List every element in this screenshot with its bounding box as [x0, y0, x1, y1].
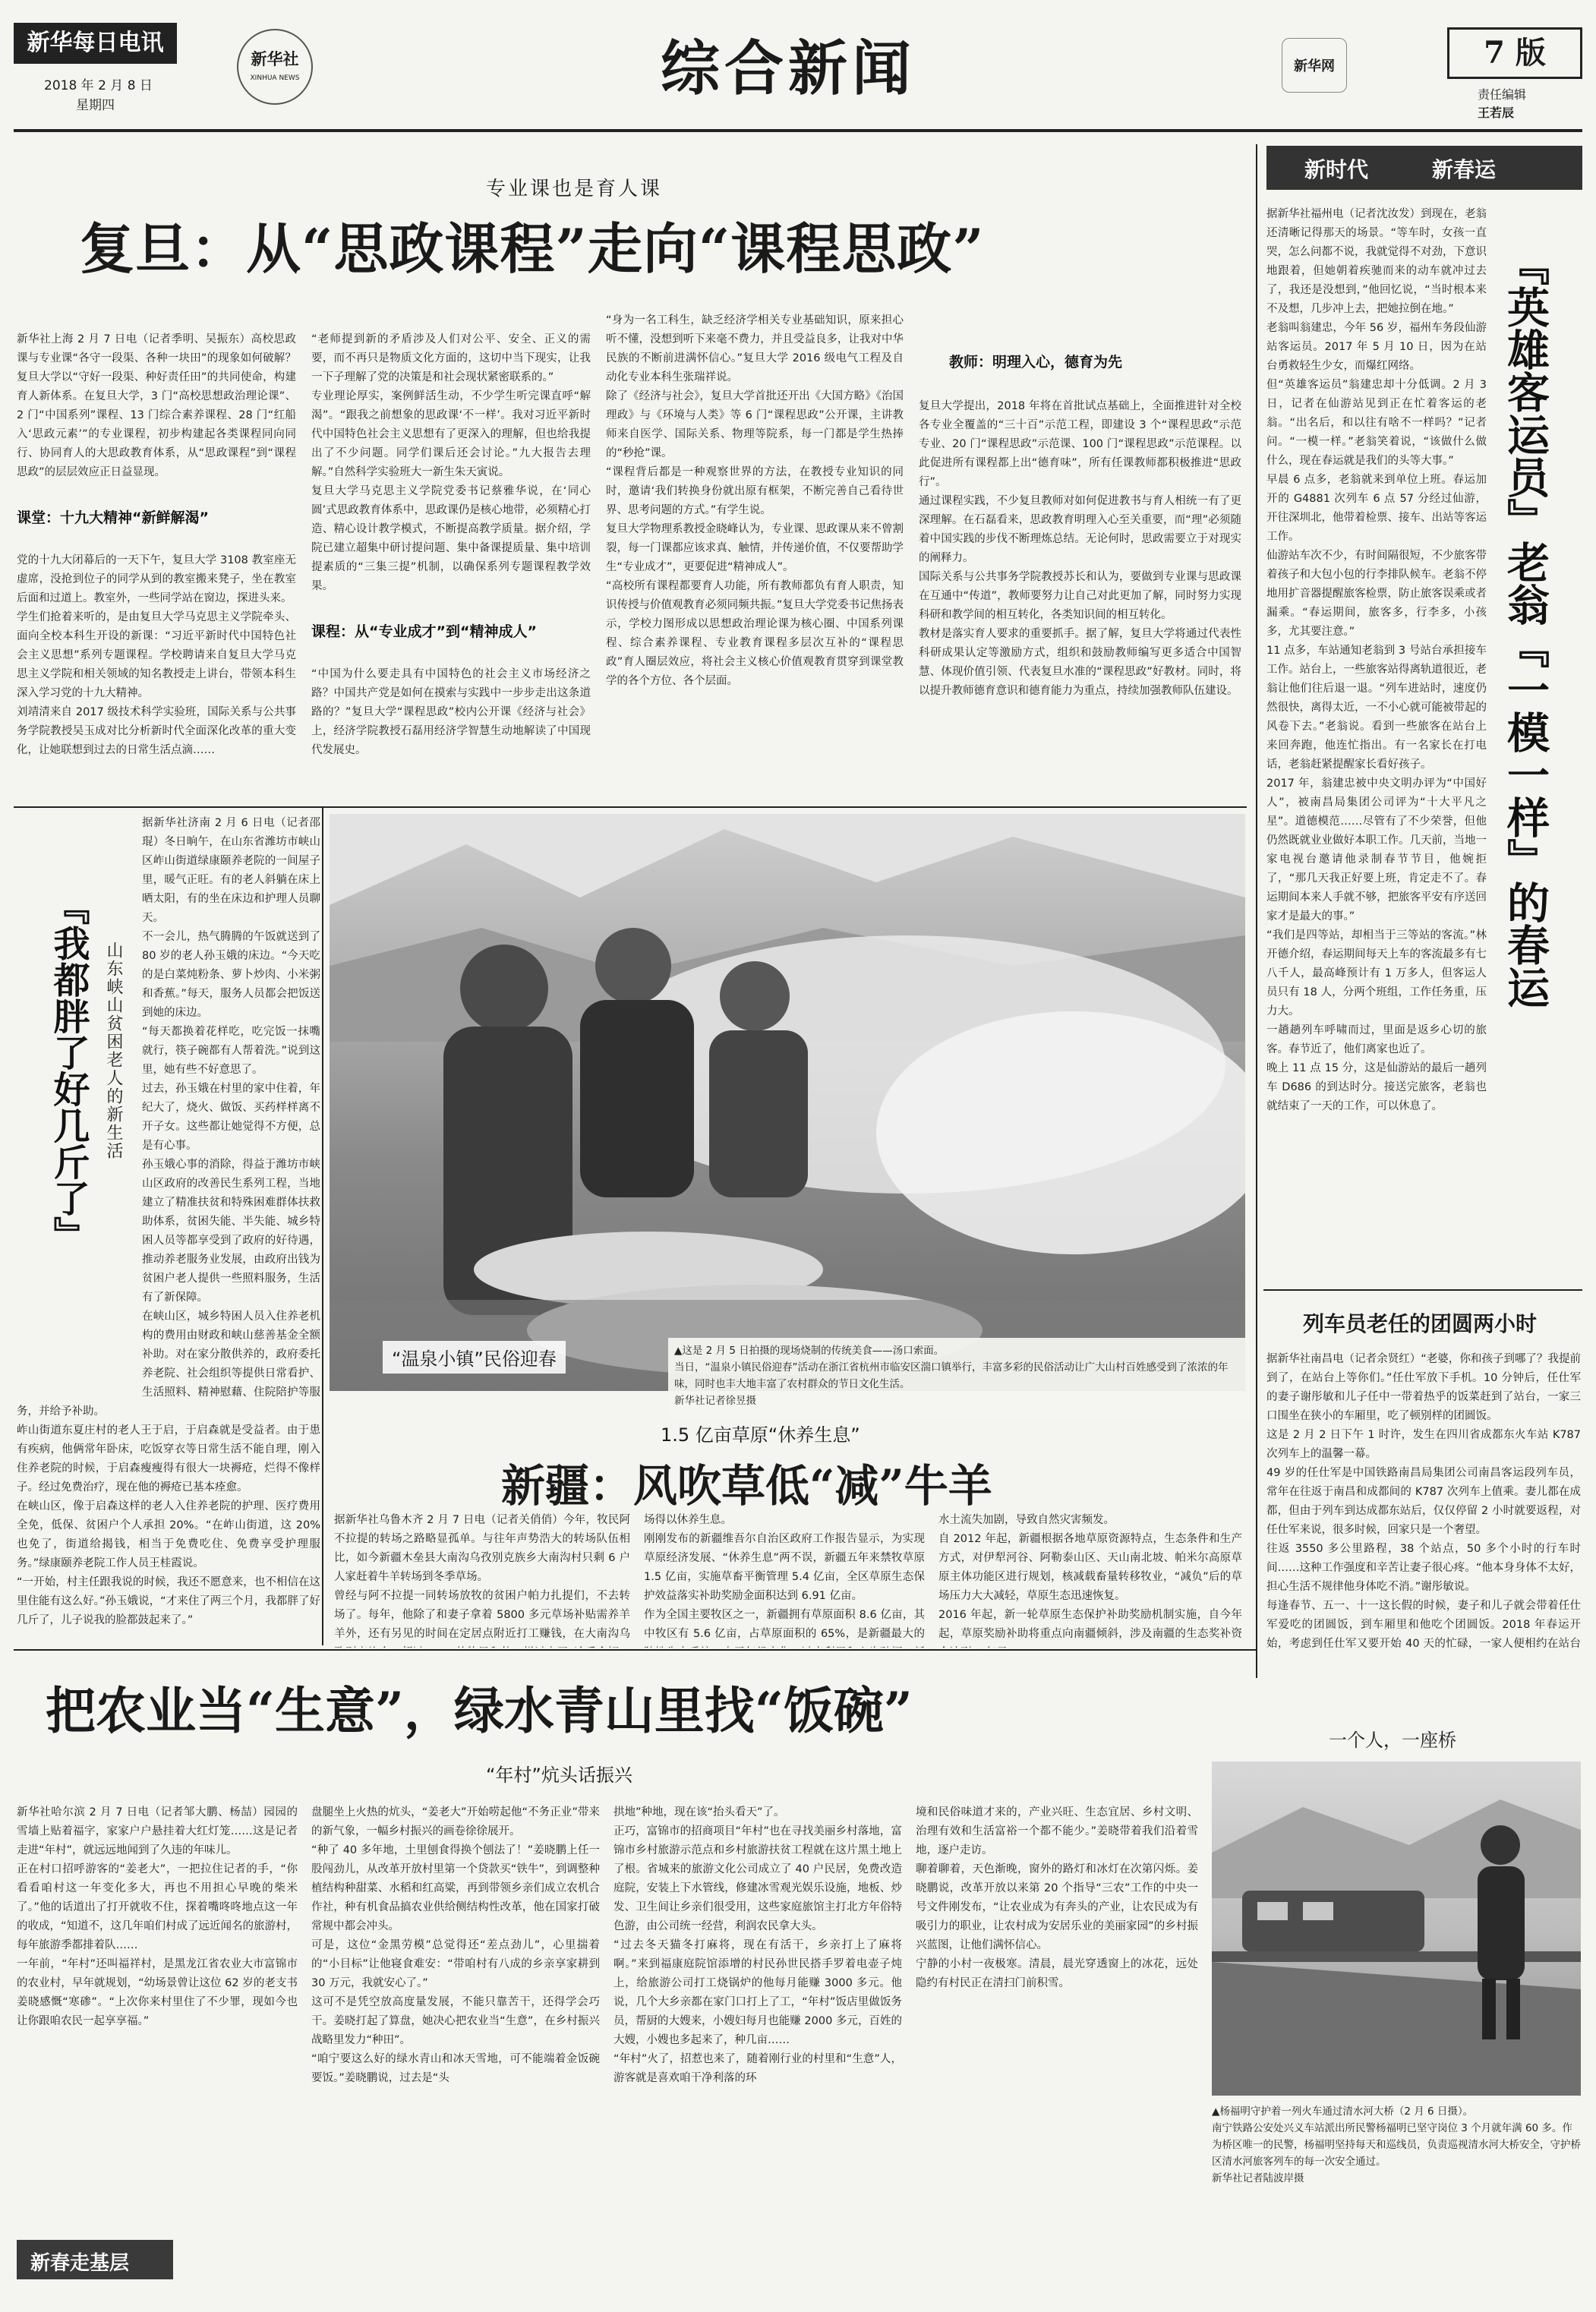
- photo-bridge-illustration: [1212, 1762, 1581, 2096]
- section-title: 综合新闻: [661, 34, 916, 103]
- article6-kicker: “年村”炕头话振兴: [486, 1765, 632, 1786]
- editor-name: 王若辰: [1478, 106, 1515, 120]
- paper-name: 新华每日电讯: [27, 30, 164, 56]
- article1-subhead-1: 课堂：十九大精神“新鲜解渴”: [17, 509, 209, 526]
- photo-hot-spring-festival: [330, 814, 1245, 1391]
- photo1-label-box: [383, 1341, 566, 1374]
- xinhua-logo-text: 新华社: [251, 50, 299, 68]
- article1-col1: [17, 311, 296, 805]
- article1-bottom-rule: [14, 806, 1247, 808]
- photo1-caption: ▲这是 2 月 5 日拍摄的现场烧制的传统美食——汤口索面。 当日，“温泉小镇民俗迎春”活动在浙江省杭州市临安区湍口镇举行，丰富多彩的民俗活动让广大山村百姓感受到了浓浓的年味，同时也丰大地丰富了农村群众的节日文化生活。 新华社记者徐昱摄: [668, 1338, 1254, 1420]
- issue-weekday: 星期四: [76, 98, 115, 113]
- new-spring-label: 新春走基层: [30, 2252, 130, 2275]
- article6-col1: 新华社哈尔滨 2 月 7 日电（记者邹大鹏、杨喆）园园的雪墙上贴着福字，家家户户悬挂着大红灯笼……这是记者走进“年村”，就远远地闻到了久违的年味儿。 正在村口招呼游客的“姜老大”，一把拉住记者的手，“你看看咱村这一年变化多大，再也不用担心早晚的柴米了。”他的话道出了打开就收不住，探着嘴咚咚地点这一年的收成，“知道不，这几年咱们村成了远近闻名的旅游村，每年旅游季都排着队…… 一年前，“年村”还叫福祥村，是黑龙江省农业大市富锦市的农业村，早年就规划，“幼场景曾让这位 62 岁的老支书姜晓感慨“寒碜”。“上次你来村里住了不少罪，现如今也让你跟咱农民一起享享福。”: [17, 1806, 298, 2027]
- article5-body: 据新华社南昌电（记者余贤红）“老婆，你和孩子到哪了？我提前到了，在站台上等你们。”任仕军放下手机。10 分钟后，任仕军的妻子谢彤敏和儿子任中一带着热乎的饭菜赶到了站台，一家三口围坐在狭小的车厢里，吃了顿别样的团圆饭。 这是 2 月 2 日下午 1 时许，发生在四川省成都东火车站 K787 次列车上的温馨一幕。 49 岁的任仕军是中国铁路南昌局集团公司南昌客运段列车员，常年在往返于南昌和成都间的 K787 次列车上值乘。妻儿都在成都，但由于列车到达成都东站后，仅仅停留 2 小时就要返程，对任仕军来说，很多时候，回家只是一个奢望。 往返 3550 多公里路程，38 个站点，50 多个小时的行车时间……这种工作强度和辛苦让妻子很心疼。“他本身身体不太好，担心生活不规律他身体吃不消。”谢彤敏说。 每逢春节、五一、十一这长假的时候，妻子和儿子就会带着任仕军爱吃的团圆饭，到车厢里和他吃个团圆饭。2018 年春运开始，考虑到任仕军又要开始 40 天的忙碌，一家人便相约在站台: [1266, 1353, 1581, 1650]
- news-logo: [1282, 38, 1347, 93]
- page-number-box: [1447, 27, 1582, 79]
- photo-bridge-guard: [1212, 1762, 1581, 2096]
- banner-right: 新春运: [1432, 157, 1497, 182]
- article4-bottom-rule: [1263, 1289, 1582, 1291]
- right-column-rule: [1256, 144, 1257, 1678]
- article3-col1: 据新华社乌鲁木齐 2 月 7 日电（记者关俏俏）今年，牧民阿不拉提的转场之路略显孤单。与往年声势浩大的转场队伍相比，如今新疆木垒县大南沟乌孜别克族乡大南沟村只剩 6 户人家赶着牛羊转场到冬季草场。 曾经与阿不拉提一同转场放牧的贫困户帕力扎提们，不去转场了。每年，他除了和妻子拿着 5800 多元草场补贴需养羊羊外，还有另见的时间在定居点附近打工赚钱，在大南沟乌: [334, 1514, 630, 1640]
- masthead-rule: [14, 129, 1582, 132]
- article3-col2: 场得以休养生息。 刚刚发布的新疆维吾尔自治区政府工作报告显示，为实现草原经济发展、“休养生息”两不误，新疆五年来禁牧草原 1.5 亿亩，实施草畜平衡管理 5.4 亿亩，全区草原生态保护效益落实补助奖励金面积达到 6.91 亿亩。 作为全国主要牧区之一，新疆拥有草原面积 8.6 亿亩，其中牧区有 5.6 亿亩，占草原面积的 65%，是新疆最大的: [644, 1514, 925, 1640]
- article6-col2: 盘腿坐上火热的炕头，“姜老大”开始唠起他“不务正业”带来的新气象，一幅乡村振兴的画卷徐徐展开。 “种了 40 多年地，土里刨食得换个刨法了！”姜晓鹏上任一股闯劲儿，从改革开放村里第一个贷款买“铁牛”，到调整种植结构种甜菜、水稻和红高粱，再到带领乡亲们成立农机合作社，种有机食品搞农业供给侧结构性改革，他在国家打破常规中都会冲头。 可是，这位“金黑劳模”总觉得还“差点劲儿”，心里揣着的“小目标”让他寝食难安：“带咱村有八成的乡亲享家耕到 30 万元，我就安心了。” 这可不是凭空放高度量发展，不能只靠苦干，还得学会巧干。姜晓打起了算盘，她决心把农业当“生意”，在乡村振兴战略里发力“种田”。 “咱宁要这么好的绿水青山和冰天雪地，可不能端着金饭碗要饭。”姜晓鹏说，过去是“头: [311, 1806, 600, 2084]
- article1-col1-lead: 新华社上海 2 月 7 日电（记者季明、吴振东）高校思政课与专业课“各守一段渠、各种一块田”的现象如何破解？复旦大学以“守好一段渠、种好责任田”的共同使命，构建育人新体系。在复旦大学，3 门“高校思想政治理论课”、2 门“中国系列”课程、13 门综合素养课程、28 门“红船入‘思政元素’”的专业课程，初步构建起各类课程同向同行、协同育人的大思政教育体系，从“思政课程”到“课程思政”的层层效应正日益显现。: [17, 333, 296, 478]
- banner-left: 新时代: [1304, 157, 1369, 182]
- article1-kicker: 专业课也是育人课: [486, 178, 663, 200]
- article1-subhead-3: 教师：明理入心，德育为先: [949, 354, 1123, 371]
- article6-col4: 境和民俗味道才来的，产业兴旺、生态宜居、乡村文明、治理有效和生活富裕一个都不能少。”姜晓带着我们沿着雪地，逐户走访。 聊着聊着，天色渐晚，窗外的路灯和冰灯在次第闪烁。姜晓鹏说，改革开放以来第 20 个指导“三农”工作的中央一号文件刚发布，“让农业成为有奔头的产业，让农民成为有吸引力的职业，让农村成为安居乐业的美丽家园”的乡村振兴蓝图，让他们满怀信心。 宁静的小村一夜极寒。清晨，晨光穿透窗上的冰花，远处隐约有村民正在清扫门前积雪。: [916, 1806, 1198, 1989]
- banner: [1266, 146, 1582, 190]
- article1-col2-tail: “中国为什么要走具有中国特色的社会主义市场经济之路？中国共产党是如何在摸索与实践中一步步走出这条道路的？”复旦大学“课程思政”校内公开课《经济与社会》上，经济学院教授石磊用经济学智慧生动地解读了中国现代发展史。: [311, 668, 591, 756]
- article2-vertical-subtitle-display: 山东峡山贫困老人的新生活: [104, 942, 123, 1160]
- paper-name-box: [14, 23, 177, 64]
- article1-col1-body: 党的十九大闭幕后的一天下午，复旦大学 3108 教室座无虚席，没抢到位子的同学从到的教室搬来凳子，坐在教室后面和过道上。教室外，一些同学站在窗边，探进头来。 学生们抢着来听的，是由复旦大学马克思主义学院牵头、面向全校本科生开设的新课：“习近平新时代中国特色社会主义思想”系列专题课程。学校聘请来自复旦大学马克思主义学院和相关领域的知名教授走上讲台，带领本科生深入学习党的十九大精神。 刘靖清来自 2017 级技术科学实验班，国际关系与公共事务学院教授吴玉成对比分析新时代全面深化改革的重大变化，让她联想到过去的日常生活点滴……: [17, 554, 296, 756]
- new-spring-label-box: [17, 2240, 173, 2279]
- article4-vertical-title: 『英雄客运员』老翁『一模一样』的春运: [1500, 243, 1550, 1008]
- masthead: [0, 0, 1596, 144]
- article3-kicker: 1.5 亿亩草原“休养生息”: [661, 1424, 860, 1446]
- issue-date: 2018 年 2 月 8 日: [44, 78, 153, 93]
- editor-label: 责任编辑: [1478, 87, 1527, 102]
- article1-col2-body: “老师提到新的矛盾涉及人们对公平、安全、正义的需要，而不再只是物质文化方面的，这切中当下现实，让我一下子理解了党的决策是和社会现状紧密联系的。” 专业理论厚实，案例鲜活生动，不少学生听完课直呼“解渴”。“跟我之前想象的思政课‘不一样’。我对习近平新时代中国特色社会主义思想有了更深入的理解，但也给我提出了不少问题。同学们课后还会讨论。”九大报告去理解。”自然科学实验班大一新生朱天寅说。 复旦大学马克思主义学院党委书记蔡雅华说，在‘同心圆’式思政教育体系中，思政课仍是核心地带，必须精心打造、精心设计教学模式，不断提高教学质量。据介绍，学院已建立超集中研讨提问题、集中备课提质量、集中培训提素质的“三集三提”机制，以确保系列专题课程教学效果。: [311, 333, 591, 592]
- article6-col3: 拱地”种地，现在该“抬头看天”了。 正巧，富锦市的招商项目“年村”也在寻找美丽乡村落地，富锦市乡村旅游示范点和乡村旅游扶贫工程就在这片黑土地上了根。省城来的旅游文化公司成立了 40 户民居，免费改造庭院，安装上下水管线，修建冰雪观光娱乐设施，地板、炒发、卫生间让乡亲们很受用，这些家庭旅馆主打北方年俗特色游，由公司统一经营，利润农民拿大头。 “过去冬天猫冬打麻将，现在有活干，乡亲打上了麻将啊。”来到福康庭院馆添增的村民孙世民搭手罗着电壶子炖上，给旅游公司打工烧锅炉的他每月能赚 3000 多元。他说，几个大乡亲都在家门口打上了工，“年村”饭店里做饭务员，帮厨的大嫂来，小嫂妇每月也能赚 2000 多元，百姓的大嫂，小嫂也多起来了，种几亩…… “年村”火了，招惹也来了，随着刚行业的村里和“生意”人，游客就是喜欢咱干净利落的环: [613, 1806, 902, 2084]
- xinhua-logo-en: XINHUA NEWS: [250, 74, 300, 82]
- photo2-caption: ▲杨福明守护着一列火车通过清水河大桥（2 月 6 日摄）。 南宁铁路公安处兴义车站派出所民警杨福明已坚守岗位 3 个月就年满 60 多。作为桥区唯一的民警，杨福明坚持每天和巡线员，负责巡视清水河大桥安全，守护桥区清水河旅客列车的每一次安全通过。 新华社记者陆波岸摄: [1212, 2105, 1581, 2184]
- article1-col4-body: 复旦大学提出，2018 年将在首批试点基础上，全面推进针对全校各专业全覆盖的“三十百”示范工程，即建设 3 个“课程思政”示范专业、20 门“课程思政”示范课、100 门“课程思政”示范课程。以此促进所有课程都上出“德育味”，所有任课教师都积极推进“思政行”。 通过课程实践，不少复旦教师对如何促进教书与育人相统一有了更深理解。在石磊看来，思政教育明理入心至关重要，而“理”必须随着中国实践的步伐不断理炼总结。无论何时，思政需要立于对现实的阐释力。 国际关系与公共事务学院教授苏长和认为，要做到专业课与思政课在互通中“传道”，教师要努力让自己对此更加了解，同时努力实现科研和教学间的相互转化，各类知识间的相互转化。 教材是落实育人要求的重要抓手。据了解，复旦大学将通过代表性科研成果认定等激励方式，组织和鼓励教师编写更多适合中国智慧、体现价值引领、代表复旦水准的“课程思政”好教材。同时，将以提升教师德育意识和德育能力为重点，持续加强教师队伍建设。: [919, 400, 1241, 697]
- article1-col2: [311, 311, 591, 805]
- article2-right-rule: [322, 806, 323, 1645]
- article6-headline: 把农业当“生意”，绿水青山里找“饭碗”: [46, 1681, 913, 1740]
- article3-col3: 水土流失加剧，导致自然灾害频发。 自 2012 年起，新疆根据各地草原资源特点，生态条件和生产方式，对伊犁河谷、阿勒泰山区、天山南北坡、帕米尔高原草原主体功能区进行规划，核减载畜量转移牧业，“减负”后的草场压力大大减轻，草原生态迅速恢复。 2016 年起，新一轮草原生态保护补助奖励机制实施，自今年起，草原奖励补助将重点向南疆倾斜，涉及南疆的生态奖补资: [938, 1514, 1242, 1640]
- article1-subhead-2: 课程：从“专业成才”到“精神成人”: [311, 623, 537, 640]
- article2-vertical-title-display: 『我都胖了好几斤了』: [47, 888, 90, 1253]
- photo1-label: “温泉小镇”民俗迎春: [392, 1348, 557, 1370]
- article3-bottom-rule: [14, 1649, 1256, 1651]
- xinhua-logo: [237, 29, 313, 105]
- article2-body: 据新华社济南 2 月 6 日电（记者邵琨）冬日晌午，在山东省潍坊市峡山区岞山街道绿康颐养老院的一间屋子里，暖气正旺。有的老人斜躺在床上晒太阳，有的坐在床边和护理人员聊天。 不一会儿，热气腾腾的午饭就送到了 80 岁的老人孙玉娥的床边。“今天吃的是白菜炖粉条、萝卜炒肉、小米粥和香蕉。”每天，服务人员都会把饭送到她的床边。 “每天都换着花样吃，吃完饭一抹嘴就行，筷子碗都有人帮着洗。”说到这里，她有些不好意思了。 过去，孙玉娥在村里的家中住着，年纪大了，烧火、做饭、买药样样离不开子女。这些都让她觉得不方便，总是有心事。 孙玉娥心事的消除，得益于潍坊市峡山区政府的改善民生系列工程，当地建立了精准扶贫和特殊困难群体扶救助体系，贫困失能、半失能、城乡特困人员等都享受到了政府的好待遇，推动养老服务业发展，由政府出钱为贫困户老人提供一些照料服务，生活有了新保障。 在峡山区，城乡特困人员入住养老机构的费用由财政和峡山慈善基金全额补助。对在家分散供养的，政府委托养老院、社会组织等提供日常看护、生活照料、精神慰藉、住院陪护等服务，并给予补助。 岞山街道东夏庄村的老人王于启，于启森就是受益者。由于患有疾病，他俩常年卧床，吃饭穿衣等日常生活不能自理，刚入住养老院的时候，于启森瘦瘦得有很大一块褥疮，烂得不像样子。经过免费治疗，现在他的褥疮已基本痊愈。 在峡山区，像于启森这样的老人入住养老院的护理、医疗费用全免，低保、贫困户个人承担 20%。“在岞山街道，这 20% 也免了，街道给揭钱，相当于免费吃住、免费享受护理服务。”绿康颐养老院工作人员王桂霞说。 “一开始，村主任跟我说的时候，我还不愿意来，也不相信在这里住能有这么好。”孙玉娥说，“才来住了两三个月，我都胖了好几斤了，儿子说我的脸都鼓起来了。”: [17, 817, 320, 1626]
- article1-col3: “身为一名工科生，缺乏经济学相关专业基础知识，原来担心听不懂，没想到听下来毫不费力，并且受益良多，让我对中华民族的不断前进满怀信心。”复旦大学 2016 级电气工程及自动化专业本科生张瑞祥说。 除了《经济与社会》，复旦大学首批还开出《大国方略》《治国理政》与《环境与人类》等 6 门“课程思政”公开课，主讲教师来自医学、国际关系、物理等院系，每一门都是学生热捧的“秒抢”课。 “课程背后都是一种观察世界的方法，在教授专业知识的同时，邀请‘我们转换身份就出原有框架，不断完善自己看待世界、思考问题的方式。”有学生说。 复旦大学物理系教授金晓峰认为，专业课、思政课从来不曾割裂，每一门课都应该求真、触情，并传递价值，不仅要帮助学生“专业成才”，更要促进“精神成人”。 “高校所有课程都要育人功能，所有教师都负有育人职责，知识传授与价值观教育必须同频共振。”复旦大学党委书记焦扬表示，学校力图形成以思想政治理论课为核心圈、中国系列课程、综合素养课程、专业教育课程多层次互补的“课程思政”育人圈层效应，将社会主义核心价值观教育贯穿到课堂教学的各个方位、各个层面。: [606, 314, 904, 687]
- news-logo-text: 新华网: [1294, 58, 1335, 74]
- article3-headline: 新疆：风吹草低“减”牛羊: [501, 1460, 992, 1512]
- article5-headline: 列车员老任的团圆两小时: [1303, 1311, 1538, 1336]
- page-number: 7 版: [1484, 35, 1546, 71]
- article1-headline: 复旦：从“思政课程”走向“课程思政”: [80, 216, 985, 281]
- photo-hot-spring-illustration: [330, 814, 1245, 1391]
- article1-col4: [919, 311, 1241, 805]
- article4-body: 据新华社福州电（记者沈汝发）到现在，老翁还清晰记得那天的场景。“等车时，女孩一直哭，怎么问都不说，我就觉得不对劲，下意识地跟着，但她朝着疾驰而来的动车就冲过去了，我还是没想到，”他回忆说，“当时根本来不及想，几步冲上去，把她拉倒在地。” 老翁叫翁建忠，今年 56 岁，福州车务段仙游站客运员。2017 年 5 月 10 日，因为在站台勇救轻生少女，而爆红网络。 但“英雄客运员”翁建忠却十分低调。2 月 3 日，记者在仙游站见到正在忙着客运的老翁。“出名后，和以往有啥不一样吗？”记者问。“一模一样。”老翁笑着说，“该做什么做什么，现在春运就是我们的头等大事。” 早晨 6 点多，老翁就来到单位上班。春运加开的 G4881 次列车 6 点 57 分经过仙游，开往深圳北，他带着检票、接车、出站等客运工作。 仙游站车次不少，有时间隔很短，不少旅客带着孩子和大包小包的行李排队候车。老翁不停地用扩音器提醒旅客检票，防止旅客误乘或者漏乘。“春运期间，旅客多，行李多，小孩多，尤其要注意。” 11 点多，车站通知老翁到 3 号站台承担接车工作。站台上，一些旅客站得离轨道很近，老翁让他们往后退一退。“列车进站时，速度仍然很快，离得太近，一不小心就可能被带起的风卷下去。”老翁说。看到一些旅客在站台上来回奔跑，他连忙指出。有一名家长在打电话，老翁赶紧提醒家长看好孩子。 2017 年，翁建忠被中央文明办评为“中国好人”，被南昌局集团公司评为“十大平凡之星”。道德模范……尽管有了不少荣誉，但他仍然既就业业做好本职工作。几天前，当地一家电视台邀请他录制春节节目，他婉拒了，“那几天我正好要上班，肯定走不了。春运期间本来人手就不够，把旅客平安有序送回家才是最大的事。” “我们是四等站，却相当于三等站的客流。”林开德介绍，春运期间每天上车的客流最多有七八千人，最高峰预计有 1 万多人，但客运人员只有 18 人，分两个班组，工作任务重，压力大。 一趟趟列车呼啸而过，里面是返乡心切的旅客。春节近了，他们离家也近了。 晚上 11 点 15 分，这是仙游站的最后一趟列车 D686 的到达时分。接送完旅客，老翁也就结束了一天的工作，可以休息了。: [1266, 208, 1487, 1112]
- photo2-title: 一个人，一座桥: [1329, 1730, 1456, 1751]
